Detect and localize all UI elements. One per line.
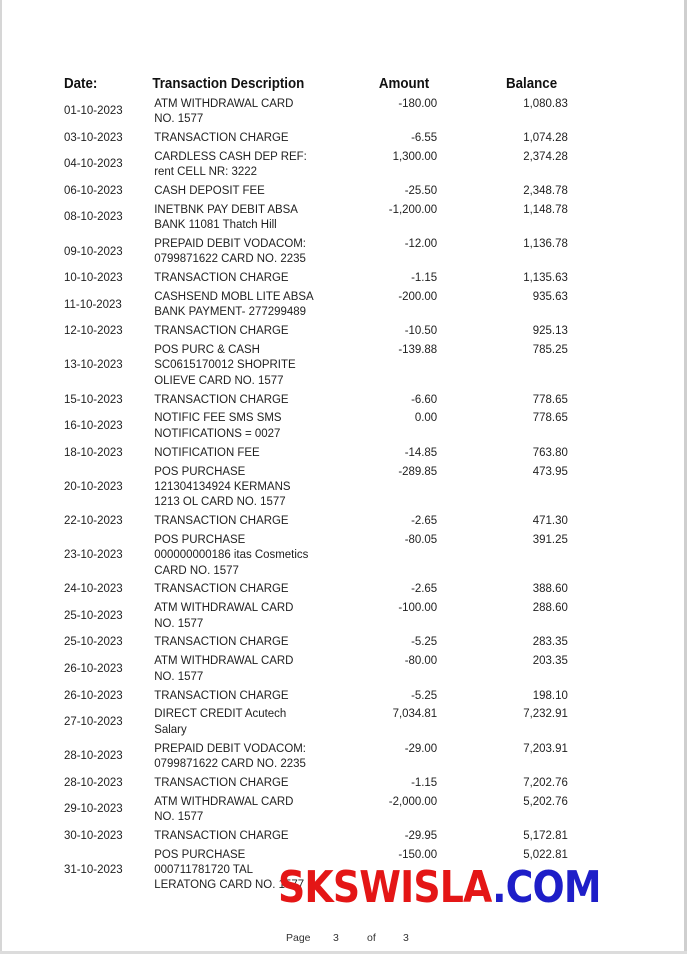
row-date: 24-10-2023 bbox=[64, 581, 123, 596]
table-row bbox=[64, 688, 624, 703]
description-line: POS PURCHASE bbox=[154, 463, 246, 478]
row-amount: 0.00 bbox=[414, 410, 438, 425]
description-line: POS PURCHASE bbox=[154, 846, 246, 861]
watermark bbox=[278, 864, 601, 912]
description-line: Salary bbox=[154, 721, 187, 736]
table-row bbox=[64, 410, 624, 441]
row-balance: 785.25 bbox=[532, 342, 568, 357]
row-balance: 5,022.81 bbox=[523, 846, 568, 861]
row-description bbox=[154, 794, 338, 825]
row-date: 28-10-2023 bbox=[64, 774, 123, 789]
row-date: 01-10-2023 bbox=[64, 103, 123, 118]
row-date: 31-10-2023 bbox=[64, 862, 123, 877]
description-line: 121304134924 KERMANS bbox=[154, 478, 291, 493]
description-line: NO. 1577 bbox=[154, 809, 204, 824]
description-line: TRANSACTION CHARGE bbox=[154, 634, 289, 649]
row-description bbox=[154, 464, 338, 510]
description-line: CASHSEND MOBL LITE ABSA bbox=[154, 289, 314, 304]
row-amount: -100.00 bbox=[398, 600, 438, 615]
description-line: TRANSACTION CHARGE bbox=[154, 581, 289, 596]
row-description bbox=[154, 706, 338, 737]
table-row bbox=[64, 600, 624, 631]
row-description bbox=[154, 581, 338, 596]
row-amount: -6.55 bbox=[411, 129, 438, 144]
row-amount: -1.15 bbox=[411, 774, 438, 789]
row-balance: 1,080.83 bbox=[523, 95, 568, 110]
row-description bbox=[154, 741, 338, 772]
row-date: 09-10-2023 bbox=[64, 243, 123, 258]
description-line: BANK PAYMENT- 277299489 bbox=[154, 304, 307, 319]
description-line: TRANSACTION CHARGE bbox=[154, 827, 289, 842]
row-amount: -80.05 bbox=[404, 531, 438, 546]
description-line: ATM WITHDRAWAL CARD bbox=[154, 793, 294, 808]
row-date: 18-10-2023 bbox=[64, 444, 123, 459]
row-description bbox=[154, 634, 338, 649]
row-balance: 935.63 bbox=[532, 289, 568, 304]
row-description bbox=[154, 392, 338, 407]
description-line: POS PURC & CASH bbox=[154, 342, 260, 357]
description-line: TRANSACTION CHARGE bbox=[154, 774, 289, 789]
row-date: 30-10-2023 bbox=[64, 827, 123, 842]
description-line: DIRECT CREDIT Acutech bbox=[154, 706, 287, 721]
table-row bbox=[64, 202, 624, 233]
row-description bbox=[154, 828, 338, 843]
table-row bbox=[64, 392, 624, 407]
row-balance: 5,202.76 bbox=[523, 793, 568, 808]
table-row bbox=[64, 828, 624, 843]
row-description bbox=[154, 532, 338, 578]
description-line: ATM WITHDRAWAL CARD bbox=[154, 653, 294, 668]
description-line: TRANSACTION CHARGE bbox=[154, 687, 289, 702]
table-row bbox=[64, 706, 624, 737]
row-amount: -12.00 bbox=[404, 235, 438, 250]
row-date: 08-10-2023 bbox=[64, 209, 123, 224]
page-label: Page bbox=[286, 932, 311, 944]
description-line: PREPAID DEBIT VODACOM: bbox=[154, 235, 306, 250]
table-row bbox=[64, 149, 624, 180]
row-date: 28-10-2023 bbox=[64, 748, 123, 763]
page-number: 3 bbox=[333, 932, 339, 944]
table-row bbox=[64, 794, 624, 825]
table-row bbox=[64, 183, 624, 198]
header-description: Transaction Description bbox=[152, 76, 305, 92]
row-amount: -29.00 bbox=[404, 740, 438, 755]
row-description bbox=[154, 149, 338, 180]
description-line: NOTIFICATION FEE bbox=[154, 444, 260, 459]
row-balance: 283.35 bbox=[532, 634, 568, 649]
row-date: 13-10-2023 bbox=[64, 357, 123, 372]
row-description bbox=[154, 513, 338, 528]
row-balance: 925.13 bbox=[532, 323, 568, 338]
description-line: NO. 1577 bbox=[154, 668, 204, 683]
row-date: 03-10-2023 bbox=[64, 129, 123, 144]
header-date: Date: bbox=[64, 76, 98, 92]
table-row bbox=[64, 270, 624, 285]
row-balance: 1,074.28 bbox=[523, 129, 568, 144]
description-line: ATM WITHDRAWAL CARD bbox=[154, 95, 294, 110]
row-amount: -80.00 bbox=[404, 653, 438, 668]
row-date: 12-10-2023 bbox=[64, 323, 123, 338]
row-balance: 2,348.78 bbox=[523, 182, 568, 197]
row-date: 15-10-2023 bbox=[64, 391, 123, 406]
table-row bbox=[64, 342, 624, 388]
table-row bbox=[64, 581, 624, 596]
table-row bbox=[64, 130, 624, 145]
description-line: BANK 11081 Thatch Hill bbox=[154, 217, 277, 232]
description-line: 000000000186 itas Cosmetics bbox=[154, 547, 309, 562]
row-balance: 7,203.91 bbox=[523, 740, 568, 755]
row-date: 26-10-2023 bbox=[64, 687, 123, 702]
page-of-label: of bbox=[367, 932, 376, 944]
table-row bbox=[64, 96, 624, 127]
row-amount: -150.00 bbox=[398, 846, 438, 861]
row-amount: -10.50 bbox=[404, 323, 438, 338]
row-date: 25-10-2023 bbox=[64, 607, 123, 622]
row-amount: -2,000.00 bbox=[388, 793, 438, 808]
description-line: TRANSACTION CHARGE bbox=[154, 391, 289, 406]
row-description bbox=[154, 270, 338, 285]
row-description bbox=[154, 130, 338, 145]
row-amount: 7,034.81 bbox=[392, 706, 438, 721]
row-amount: -2.65 bbox=[411, 513, 438, 528]
description-line: 000711781720 TAL bbox=[154, 862, 253, 877]
row-date: 22-10-2023 bbox=[64, 513, 123, 528]
row-balance: 391.25 bbox=[532, 531, 568, 546]
row-balance: 473.95 bbox=[532, 463, 568, 478]
row-description bbox=[154, 775, 338, 790]
row-description bbox=[154, 236, 338, 267]
table-row bbox=[64, 445, 624, 460]
row-date: 25-10-2023 bbox=[64, 634, 123, 649]
description-line: TRANSACTION CHARGE bbox=[154, 129, 289, 144]
description-line: TRANSACTION CHARGE bbox=[154, 323, 289, 338]
row-description bbox=[154, 323, 338, 338]
transaction-table bbox=[64, 72, 624, 893]
description-line: SC0615170012 SHOPRITE bbox=[154, 357, 296, 372]
row-balance: 388.60 bbox=[532, 581, 568, 596]
table-row bbox=[64, 289, 624, 320]
row-date: 27-10-2023 bbox=[64, 714, 123, 729]
table-row bbox=[64, 464, 624, 510]
row-amount: -180.00 bbox=[398, 95, 438, 110]
total-pages: 3 bbox=[403, 932, 409, 944]
row-balance: 2,374.28 bbox=[523, 148, 568, 163]
description-line: rent CELL NR: 3222 bbox=[154, 163, 257, 178]
row-description bbox=[154, 653, 338, 684]
row-description bbox=[154, 445, 338, 460]
row-balance: 7,232.91 bbox=[523, 706, 568, 721]
row-amount: -139.88 bbox=[398, 342, 438, 357]
table-row bbox=[64, 741, 624, 772]
description-line: CASH DEPOSIT FEE bbox=[154, 182, 265, 197]
description-line: TRANSACTION CHARGE bbox=[154, 513, 289, 528]
row-amount: -1,200.00 bbox=[388, 201, 438, 216]
row-balance: 288.60 bbox=[532, 600, 568, 615]
row-amount: 1,300.00 bbox=[392, 148, 438, 163]
description-line: NOTIFIC FEE SMS SMS bbox=[154, 410, 282, 425]
row-balance: 1,148.78 bbox=[523, 201, 568, 216]
row-balance: 203.35 bbox=[532, 653, 568, 668]
row-amount: -2.65 bbox=[411, 581, 438, 596]
header-amount: Amount bbox=[378, 76, 430, 92]
row-amount: -1.15 bbox=[411, 270, 438, 285]
row-balance: 7,202.76 bbox=[523, 774, 568, 789]
row-balance: 778.65 bbox=[532, 410, 568, 425]
row-date: 20-10-2023 bbox=[64, 478, 123, 493]
row-balance: 1,136.78 bbox=[523, 235, 568, 250]
description-line: CARDLESS CASH DEP REF: bbox=[154, 148, 307, 163]
table-header-row bbox=[64, 72, 614, 92]
description-line: NOTIFICATIONS = 0027 bbox=[154, 425, 281, 440]
table-row bbox=[64, 513, 624, 528]
row-date: 11-10-2023 bbox=[64, 296, 122, 311]
row-balance: 471.30 bbox=[532, 513, 568, 528]
table-row bbox=[64, 236, 624, 267]
description-line: CARD NO. 1577 bbox=[154, 562, 239, 577]
page-edge bbox=[0, 0, 2, 954]
row-date: 16-10-2023 bbox=[64, 418, 123, 433]
row-balance: 778.65 bbox=[532, 391, 568, 406]
description-line: NO. 1577 bbox=[154, 615, 204, 630]
row-date: 23-10-2023 bbox=[64, 547, 123, 562]
row-description bbox=[154, 183, 338, 198]
row-description bbox=[154, 410, 338, 441]
table-row bbox=[64, 532, 624, 578]
table-row bbox=[64, 323, 624, 338]
description-line: POS PURCHASE bbox=[154, 531, 246, 546]
row-date: 06-10-2023 bbox=[64, 182, 123, 197]
table-row bbox=[64, 634, 624, 649]
row-amount: -5.25 bbox=[411, 687, 438, 702]
row-amount: -289.85 bbox=[398, 463, 438, 478]
watermark-text: SKSWISLA bbox=[278, 862, 493, 913]
description-line: OLIEVE CARD NO. 1577 bbox=[154, 372, 284, 387]
row-amount: -5.25 bbox=[411, 634, 438, 649]
row-date: 04-10-2023 bbox=[64, 156, 123, 171]
row-balance: 5,172.81 bbox=[523, 827, 568, 842]
row-date: 29-10-2023 bbox=[64, 801, 123, 816]
table-row bbox=[64, 775, 624, 790]
row-description bbox=[154, 202, 338, 233]
description-line: ATM WITHDRAWAL CARD bbox=[154, 600, 294, 615]
row-description bbox=[154, 600, 338, 631]
description-line: 0799871622 CARD NO. 2235 bbox=[154, 755, 306, 770]
description-line: 0799871622 CARD NO. 2235 bbox=[154, 251, 306, 266]
table-body bbox=[64, 96, 624, 893]
row-description bbox=[154, 96, 338, 127]
row-balance: 1,135.63 bbox=[523, 270, 568, 285]
row-description bbox=[154, 688, 338, 703]
header-balance: Balance bbox=[505, 76, 558, 92]
row-balance: 763.80 bbox=[532, 444, 568, 459]
row-balance: 198.10 bbox=[532, 687, 568, 702]
row-description bbox=[154, 289, 338, 320]
description-line: TRANSACTION CHARGE bbox=[154, 270, 289, 285]
table-row bbox=[64, 653, 624, 684]
row-amount: -200.00 bbox=[398, 289, 438, 304]
row-amount: -6.60 bbox=[411, 391, 438, 406]
description-line: 1213 OL CARD NO. 1577 bbox=[154, 494, 286, 509]
watermark-domain: .COM bbox=[492, 862, 601, 913]
description-line: LERATONG CARD NO. 1577 bbox=[154, 877, 305, 892]
description-line: PREPAID DEBIT VODACOM: bbox=[154, 740, 306, 755]
row-amount: -14.85 bbox=[404, 444, 438, 459]
description-line: INETBNK PAY DEBIT ABSA bbox=[154, 201, 298, 216]
row-date: 10-10-2023 bbox=[64, 270, 123, 285]
row-date: 26-10-2023 bbox=[64, 661, 123, 676]
description-line: NO. 1577 bbox=[154, 110, 204, 125]
row-amount: -25.50 bbox=[404, 182, 438, 197]
row-description bbox=[154, 342, 338, 388]
row-amount: -29.95 bbox=[404, 827, 438, 842]
